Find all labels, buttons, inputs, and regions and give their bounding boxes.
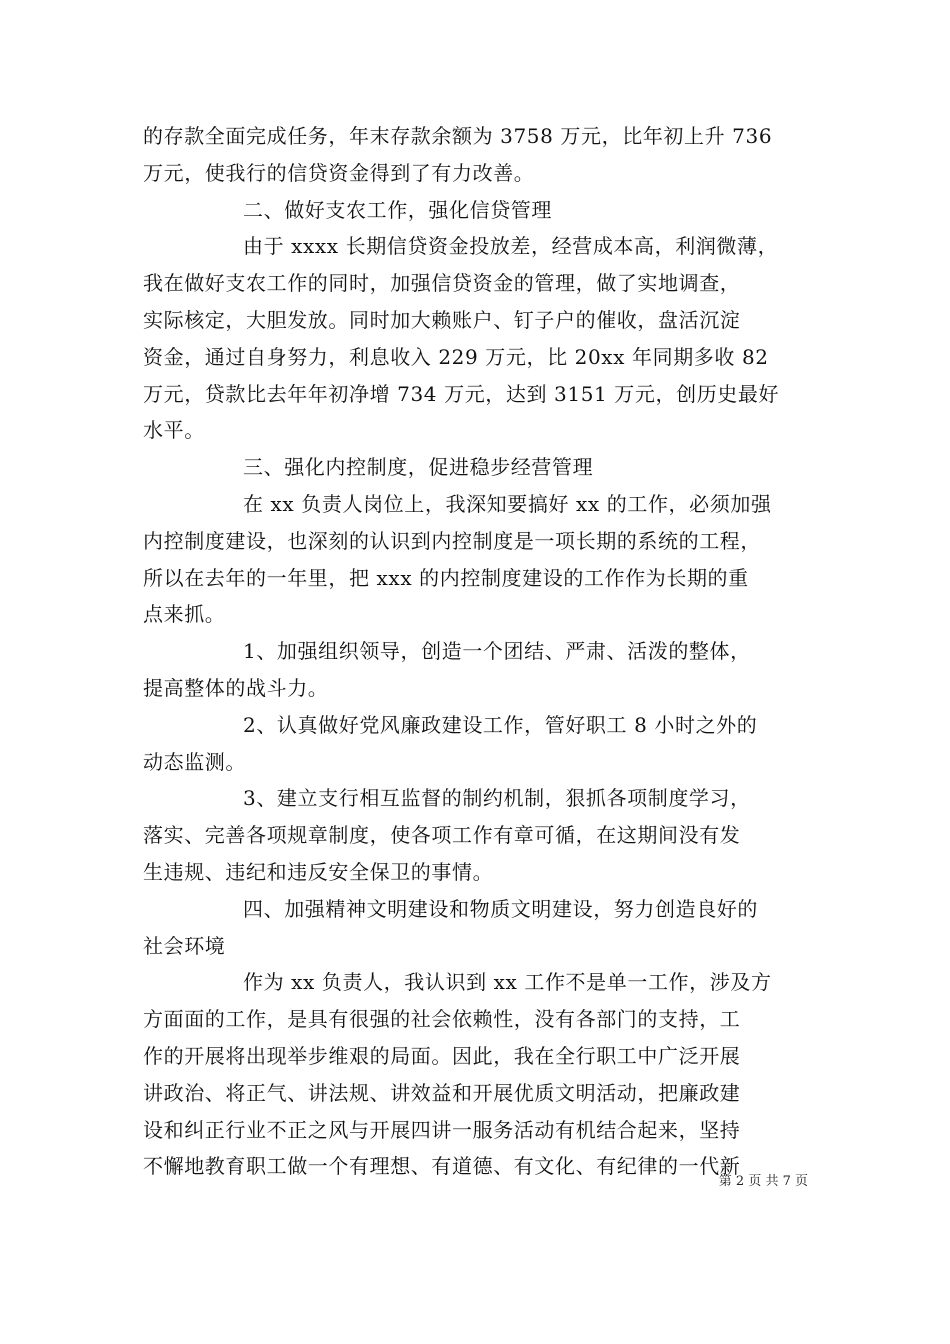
section-heading-4: 四、加强精神文明建设和物质文明建设，努力创造良好的 [243,896,758,921]
list-item-2: 2、认真做好党风廉政建设工作，管好职工 8 小时之外的 [243,712,758,737]
body-line: 动态监测。 [143,749,246,774]
body-line: 万元，贷款比去年年初净增 734 万元，达到 3151 万元，创历史最好 [143,381,780,406]
body-line: 作的开展将出现举步维艰的局面。因此，我在全行职工中广泛开展 [143,1043,741,1068]
body-line: 内控制度建设，也深刻的认识到内控制度是一项长期的系统的工程， [143,528,761,553]
body-line: 设和纠正行业不正之风与开展四讲一服务活动有机结合起来，坚持 [143,1117,741,1142]
paragraph-start: 作为 xx 负责人，我认识到 xx 工作不是单一工作，涉及方 [243,970,772,995]
body-line: 所以在去年的一年里，把 xxx 的内控制度建设的工作作为长期的重 [143,565,749,590]
page-number: 第 2 页 共 7 页 [718,1174,808,1189]
section-heading-3: 三、强化内控制度，促进稳步经营管理 [243,455,594,480]
body-line: 提高整体的战斗力。 [143,675,329,700]
paragraph-start: 在 xx 负责人岗位上，我深知要搞好 xx 的工作，必须加强 [243,491,772,516]
body-line: 实际核定，大胆发放。同时加大赖账户、钉子户的催收，盘活沉淀 [143,307,741,332]
body-line: 水平。 [143,418,205,443]
body-line: 社会环境 [143,933,226,958]
list-item-1: 1、加强组织领导，创造一个团结、严肃、活泼的整体， [243,639,751,664]
list-item-3: 3、建立支行相互监督的制约机制，狠抓各项制度学习， [243,786,751,811]
body-line: 讲政治、将正气、讲法规、讲效益和开展优质文明活动，把廉政建 [143,1080,741,1105]
body-line: 的存款全面完成任务，年末存款余额为 3758 万元，比年初上升 736 [143,124,773,148]
body-line: 不懈地教育职工做一个有理想、有道德、有文化、有纪律的一代新 [143,1154,741,1179]
body-line: 我在做好支农工作的同时，加强信贷资金的管理，做了实地调查， [143,271,741,296]
body-line: 方面面的工作，是具有很强的社会依赖性，没有各部门的支持，工 [143,1007,741,1032]
document-body [143,118,807,1185]
body-line: 点来抓。 [143,602,226,627]
paragraph-start: 由于 xxxx 长期信贷资金投放差，经营成本高，利润微薄， [243,234,779,259]
body-line: 万元，使我行的信贷资金得到了有力改善。 [143,160,535,185]
body-line: 落实、完善各项规章制度，使各项工作有章可循，在这期间没有发 [143,823,741,848]
body-line: 生违规、违纪和违反安全保卫的事情。 [143,859,494,884]
section-heading-2: 二、做好支农工作，强化信贷管理 [243,197,552,222]
body-line: 资金，通过自身努力，利息收入 229 万元，比 20xx 年同期多收 82 [143,344,769,369]
